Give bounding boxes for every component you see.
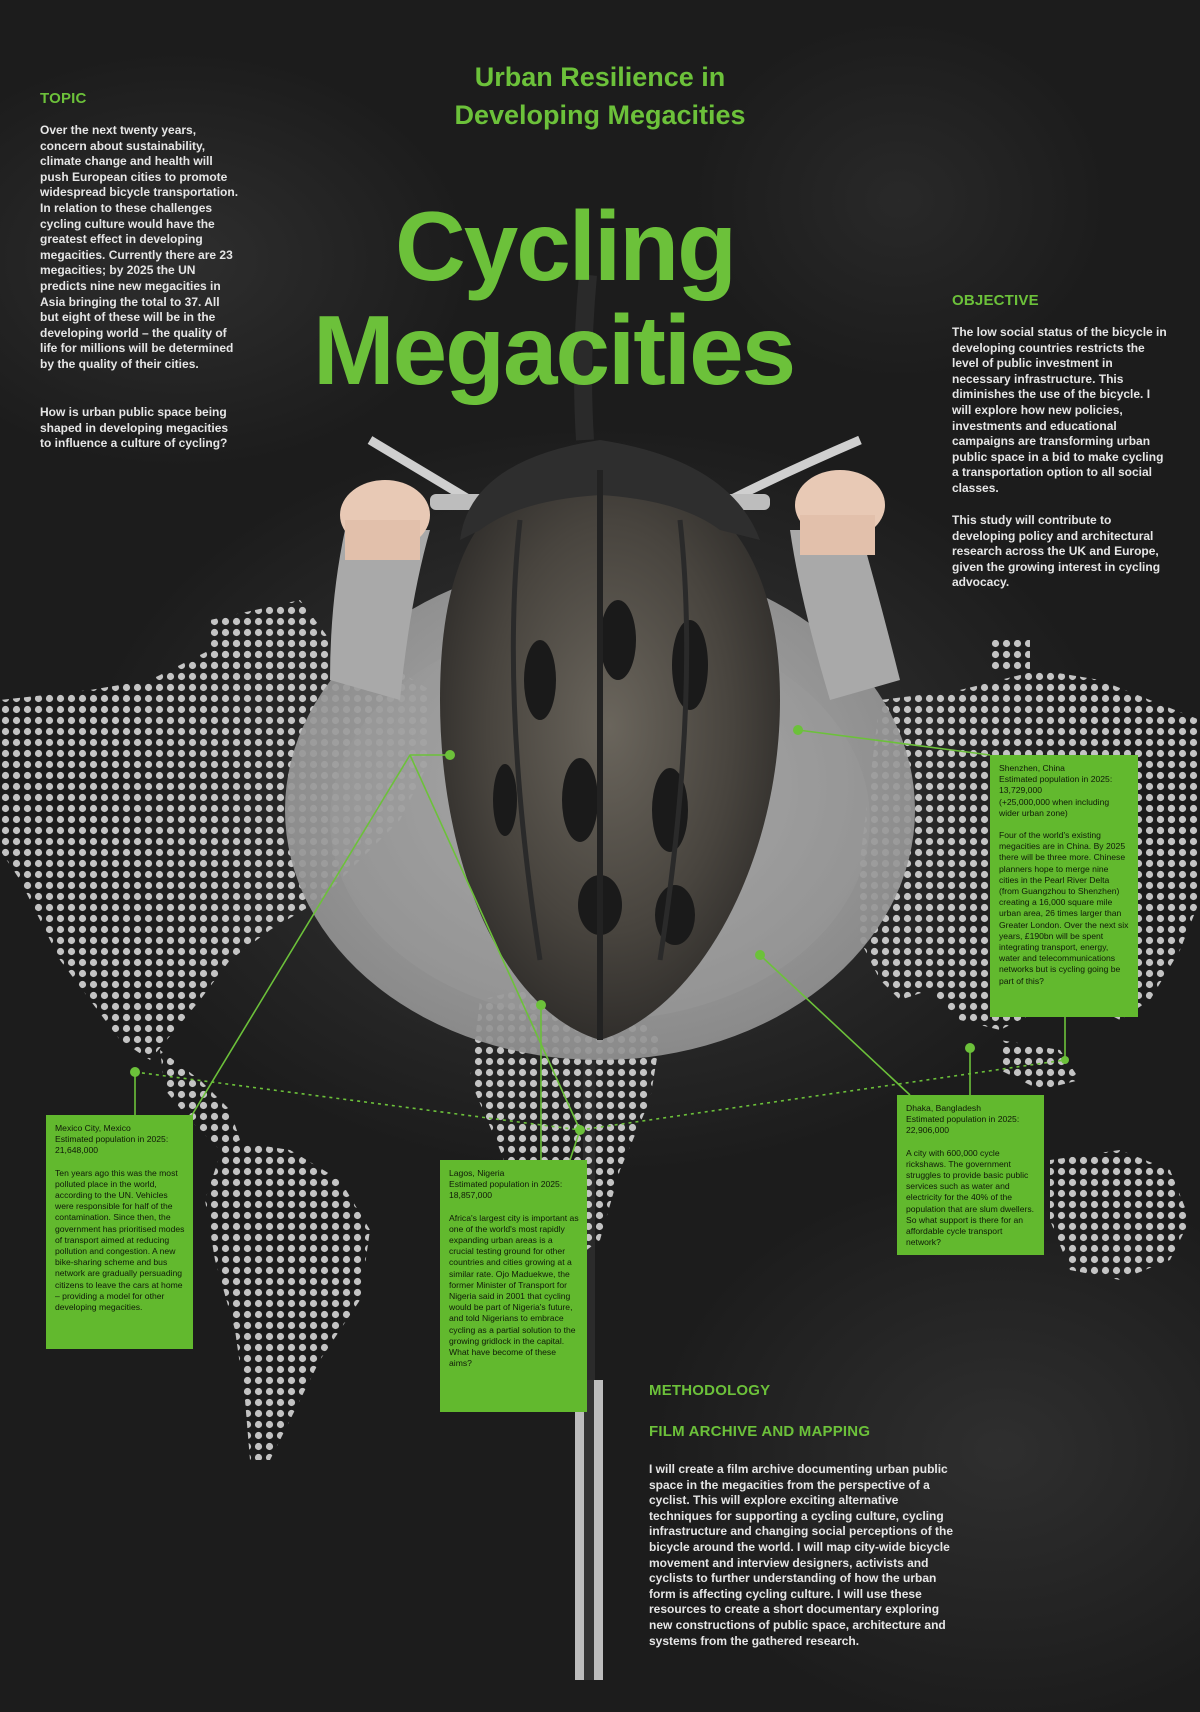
city-box-dhaka-body: A city with 600,000 cycle rickshaws. The government struggles to provide basic public services such as water and electricity for the 40% of the population that are slum dwellers. So what support is there for an affordable cycle transport network? — [906, 1147, 1035, 1248]
topic-paragraph-2: How is urban public space being shaped in developing megacities to influence a culture of cycling? — [40, 405, 229, 451]
methodology-subheading: FILM ARCHIVE AND MAPPING — [649, 1423, 871, 1440]
objective-paragraph-2: This study will contribute to developing policy and architectural research across the UK and Europe, given the growing interest in cycling advocacy. — [952, 513, 1161, 590]
title-line-1: Cycling — [395, 191, 735, 301]
title-line-2: Megacities — [313, 295, 795, 405]
topic-heading: TOPIC — [40, 90, 87, 107]
city-box-dhaka — [897, 1095, 1044, 1255]
city-box-mexico-city-header: Mexico City, Mexico Estimated population in 2025: 21,648,000 — [55, 1123, 169, 1156]
city-box-lagos — [440, 1160, 587, 1412]
city-box-mexico-city — [46, 1115, 193, 1349]
city-box-mexico-city-body: Ten years ago this was the most polluted place in the world, according to the UN. Vehicles were responsible for half of the contamination. Since then, the government has prioritised modes of transport aimed at reducing pollution and congestion. A new bike-sharing scheme and bus network are gradually persuading citizens to leave the cars at home – providing a model for other developing megacities. — [55, 1167, 185, 1313]
objective-heading: OBJECTIVE — [952, 292, 1039, 309]
subtitle-line-2: Developing Megacities — [454, 100, 746, 130]
city-box-shenzhen-body: Four of the world's existing megacities are in China. By 2025 there will be three more. Chinese planners hope to merge nine cities in the Pearl River Delta (from Guangzhou to Shenzhen) creating a 16,000 square mile urban area, 26 times larger than Greater London. Over the next six years, £190bn will be spent integrating transport, energy, water and telecommunications networks but is cycling going be part of this? — [999, 830, 1129, 986]
methodology-paragraph: I will create a film archive documenting urban public space in the megacities from the perspective of a cyclist. This will explore exciting alternative techniques for supporting a cycling culture, cycling infrastructure and changing social perceptions of the bicycle around the world. I will map city-wide bicycle movement and interview designers, activists and cyclists to further understanding of how the urban form is affecting cycling culture. I will use these resources to create a short documentary exploring new constructions of public space, architecture and systems from the gathered research. — [649, 1462, 954, 1648]
topic-paragraph-1: Over the next twenty years, concern about sustainability, climate change and health will push European cities to promote widespread bicycle transportation. In relation to these challenges cycling culture would have the greatest effect in developing megacities. Currently there are 23 megacities; by 2025 the UN predicts nine new megacities in Asia bringing the total to 37. All but eight of these will be in the developing world – the quality of life for millions will be determined by the quality of their cities. — [40, 123, 239, 371]
city-box-dhaka-header: Dhaka, Bangladesh Estimated population in 2025: 22,906,000 — [906, 1103, 1020, 1136]
city-box-lagos-header: Lagos, Nigeria Estimated population in 2025: 18,857,000 — [449, 1168, 563, 1201]
city-box-shenzhen-header: Shenzhen, China Estimated population in 2025: 13,729,000 (+25,000,000 when including wider urban zone) — [999, 763, 1113, 818]
objective-paragraph-1: The low social status of the bicycle in developing countries restricts the level of public investment in necessary infrastructure. This diminishes the use of the bicycle. I will explore how new policies, investments and educational campaigns are transforming urban public space in a bid to make cycling a transportation option to all social classes. — [952, 325, 1167, 495]
methodology-heading: METHODOLOGY — [649, 1382, 771, 1399]
city-box-shenzhen — [990, 755, 1138, 1017]
subtitle-line-1: Urban Resilience in — [474, 62, 726, 92]
city-box-lagos-body: Africa's largest city is important as one of the world's most rapidly expanding urban areas is a crucial testing ground for other countries and cities growing at a similar rate. Ojo Maduekwe, the former Minister of Transport for Nigeria said in 2001 that cycling would be part of Nigeria's future, and told Nigerians to embrace cycling as a partial solution to the growing gridlock in the capital. What have become of these aims? — [449, 1212, 579, 1369]
subtitle — [340, 58, 860, 134]
